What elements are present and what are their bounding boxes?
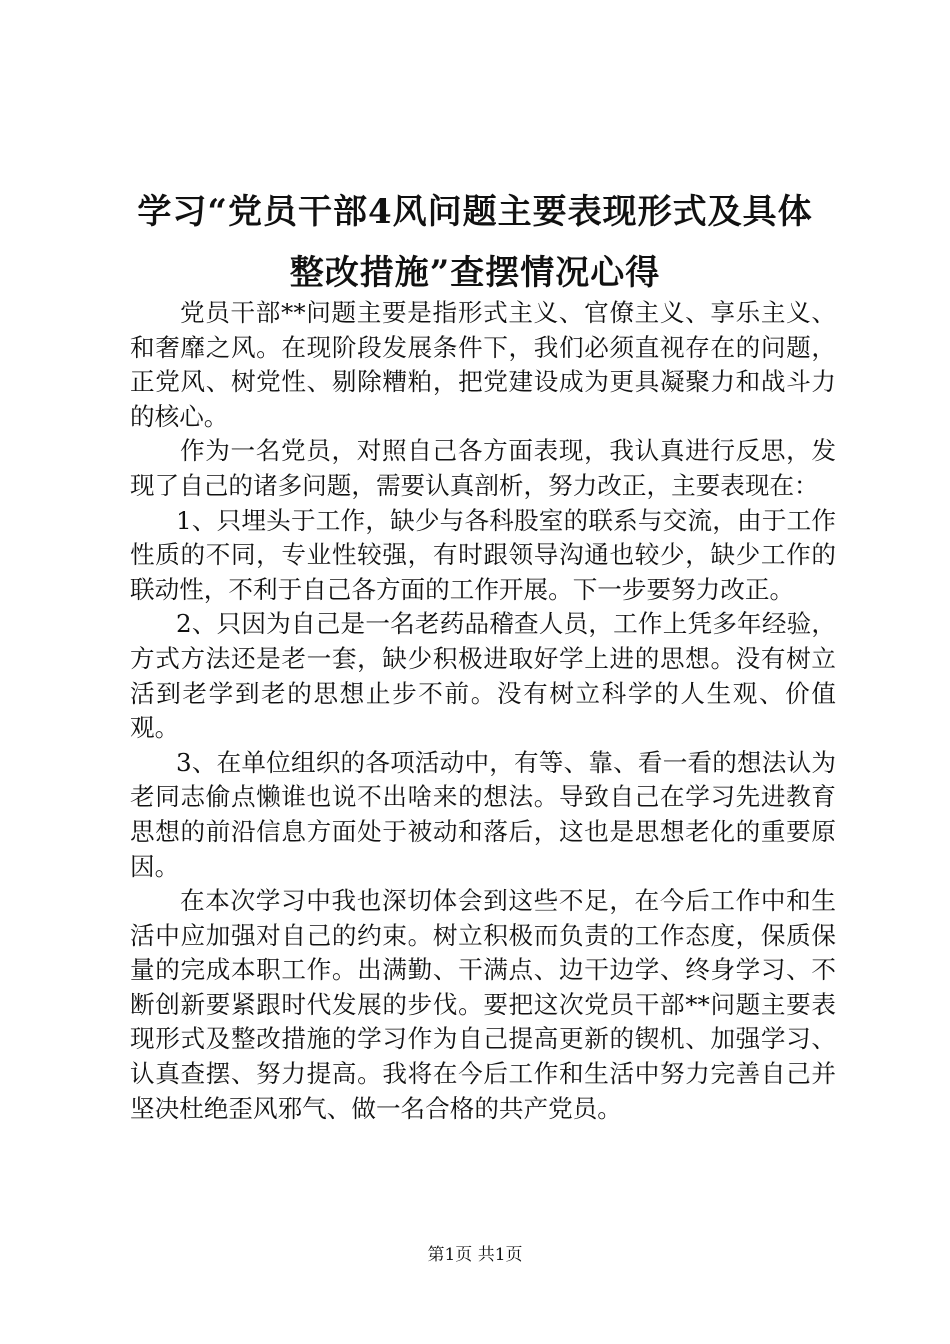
paragraph-issue-3: 3、在单位组织的各项活动中，有等、靠、看一看的想法认为老同志偷点懒谁也说不出啥来的想法。导致自己在学习先进教育思想的前沿信息方面处于被动和落后，这也是思想老化的重要原因。 — [130, 747, 836, 881]
paragraph-issue-1: 1、只埋头于工作，缺少与各科股室的联系与交流，由于工作性质的不同，专业性较强，有时跟领导沟通也较少，缺少工作的联动性，不利于自己各方面的工作开展。下一步要努力改正。 — [130, 505, 836, 604]
document-body — [130, 296, 836, 1126]
paragraph-reflection: 作为一名党员，对照自己各方面表现，我认真进行反思，发现了自己的诸多问题，需要认真剖析，努力改正，主要表现在： — [130, 436, 836, 500]
document-title-line-1: 学习“党员干部4风问题主要表现形式及具体 — [137, 192, 813, 232]
paragraph-conclusion: 在本次学习中我也深切体会到这些不足，在今后工作中和生活中应加强对自己的约束。树立积极而负责的工作态度，保质保量的完成本职工作。出满勤、干满点、边干边学、终身学习、不断创新要紧跟时代发展的步伐。要把这次党员干部**问题主要表现形式及整改措施的学习作为自己提高更新的锲机、加强学习、认真查摆、努力提高。我将在今后工作和生活中努力完善自己并坚决杜绝歪风邪气、做一名合格的共产党员。 — [130, 886, 836, 1123]
document-title-line-2: 整改措施”查摆情况心得 — [289, 253, 661, 293]
page-footer: 第1页 共1页 — [427, 1245, 523, 1265]
paragraph-issue-2: 2、只因为自己是一名老药品稽查人员，工作上凭多年经验，方式方法还是老一套，缺少积极进取好学上进的思想。没有树立活到老学到老的思想止步不前。没有树立科学的人生观、价值观。 — [130, 609, 836, 743]
paragraph-intro: 党员干部**问题主要是指形式主义、官僚主义、享乐主义、和奢靡之风。在现阶段发展条件下，我们必须直视存在的问题，正党风、树党性、剔除糟粕，把党建设成为更具凝聚力和战斗力的核心。 — [130, 298, 836, 431]
